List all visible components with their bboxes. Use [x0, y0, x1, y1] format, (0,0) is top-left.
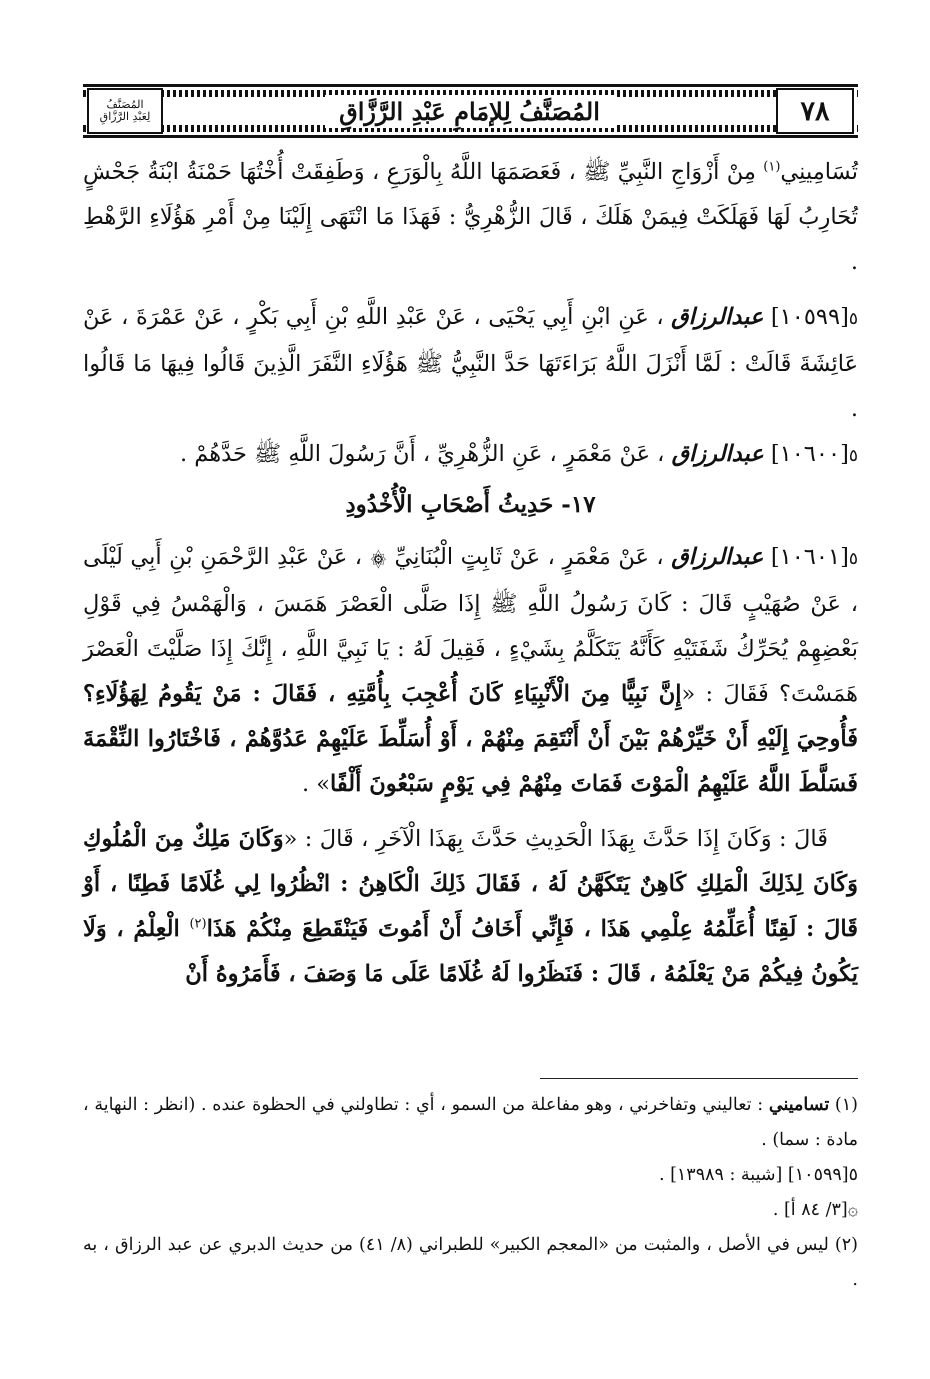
running-title: المُصَنَّفُ لِلإمَامِ عَبْدِ الرَّزَّاقِ	[325, 95, 614, 128]
footnote-source-10599: ٥[١٠٥٩٩] [شيبة : ١٣٩٨٩] .	[658, 1165, 858, 1185]
book-emblem	[87, 88, 163, 134]
paragraph-continuation	[83, 150, 858, 285]
footnote-1	[83, 1088, 858, 1158]
hadith-10600	[83, 432, 858, 479]
page-number: ٧٨	[776, 88, 854, 134]
hadith-text: ، عَنْ مَعْمَرٍ ، عَنْ ثَابِتٍ الْبُنَانِيِّ ۞ ، عَنْ عَبْدِ الرَّحْمَنِ بْنِ أَبِي لَيْلَى ، عَنْ صُهَيْبٍ قَالَ : كَانَ رَسُولُ اللَّهِ ﷺ إِذَا صَلَّى الْعَصْرَ هَمَسَ ، وَالْهَمْسُ فِي قَوْلِ بَعْضِهِمْ يُحَرِّكُ شَفَتَيْهِ كَأَنَّهُ يَتَكَلَّمُ بِشَيْءٍ ، فَقِيلَ لَهُ : يَا نَبِيَّ اللَّهِ ، إِنَّكَ إِذَا صَلَّيْتَ الْعَصْرَ هَمَسْتَ؟ فَقَالَ : «	[83, 544, 858, 707]
prophetic-quote: إِنَّ نَبِيًّا مِنَ الْأَنْبِيَاءِ كَانَ أُعْجِبَ بِأُمَّتِهِ ، فَقَالَ : مَنْ يَقُومُ لِهَؤُلَاءِ؟ فَأُوحِيَ إِلَيْهِ أَنْ خَيِّرْهُمْ بَيْنَ أَنْ أَنْتَقِمَ مِنْهُمْ ، أَوْ أُسَلِّطَ عَلَيْهِمْ عَدُوَّهُمْ ، فَاخْتَارُوا النِّقْمَةَ فَسَلَّطَ اللَّهُ عَلَيْهِمُ الْمَوْتَ فَمَاتَ مِنْهُمْ فِي يَوْمٍ سَبْعُونَ أَلْفًا	[83, 681, 858, 797]
word-tusamini: تُسَامِينِي	[780, 159, 858, 185]
footnote-text: : تعاليني وتفاخرني ، وهو مفاعلة من السمو ، أي : تطاولني في الحظوة عنده . (انظر : النهاية ، مادة : سما) .	[83, 1095, 858, 1150]
paragraph-text: مِنْ أَزْوَاجِ النَّبِيِّ ﷺ ، فَعَصَمَهَا اللَّهُ بِالْوَرَعِ ، وَطَفِقَتْ أُخْتُهَا حَمْنَةُ ابْنَةُ جَحْشٍ تُحَارِبُ لَهَا فَهَلَكَتْ فِيمَنْ هَلَكَ ، قَالَ الزُّهْرِيُّ : فَهَذَا مَا انْتَهَى إِلَيْنَا مِنْ أَمْرِ هَؤُلَاءِ الرَّهْطِ .	[83, 159, 858, 275]
hadith-number: [١٠٦٠١]	[770, 544, 849, 570]
footnote-2: (٢) ليس في الأصل ، والمثبت من «المعجم الكبير» للطبراني (٨/ ٤١) من حديث الدبري عن عبد الرزاق ، به .	[83, 1235, 858, 1290]
emblem-line-1: المُصَنَّفُ	[106, 98, 144, 111]
quote-close: » .	[301, 771, 331, 797]
running-header	[83, 84, 858, 138]
story-intro: قَالَ : وَكَانَ إِذَا حَدَّثَ بِهَذَا الْحَدِيثِ حَدَّثَ بِهَذَا الْآخَرِ ، قَالَ : «	[283, 826, 828, 852]
narrator-name: عبدالرزاق	[671, 441, 764, 467]
footnote-ref-1: (١)	[763, 159, 781, 175]
hadith-mark: ٥	[848, 309, 859, 329]
hadith-number: [١٠٦٠٠]	[770, 441, 849, 467]
hadith-mark: ٥	[848, 549, 858, 569]
story-quote-1: وَكَانَ مَلِكٌ مِنَ الْمُلُوكِ وَكَانَ لِذَلِكَ الْمَلِكِ كَاهِنٌ يَتَكَهَّنُ لَهُ ، فَقَالَ ذَلِكَ الْكَاهِنُ : انْظُرُوا لِي غُلَامًا فَطِنًا ، أَوْ قَالَ : لَقِنًا أُعَلِّمُهُ عِلْمِي هَذَا ، فَإِنِّي أَخَافُ أَنْ أَمُوتَ فَيَنْقَطِعَ مِنْكُمْ هَذَا	[83, 826, 859, 942]
chapter-title: ١٧- حَدِيثُ أَصْحَابِ الْأُخْدُودِ	[345, 491, 596, 518]
story-paragraph	[83, 817, 858, 997]
footnote-number: (١)	[834, 1095, 858, 1115]
main-text	[83, 150, 858, 997]
emblem-line-2: لِعَبْدِ الرَّزَّاقِ	[99, 110, 151, 123]
narrator-name: عبدالرزاق	[671, 544, 764, 570]
footnotes	[83, 1088, 858, 1298]
hadith-number: [١٠٥٩٩]	[770, 304, 849, 330]
hadith-10599	[83, 295, 858, 432]
footnote-manuscript-folio: ۞[٣/ ٨٤ أ] .	[772, 1200, 858, 1220]
footnote-divider	[540, 1078, 858, 1079]
story-quote-2: الْعِلْمُ ، وَلَا يَكُونُ فِيكُمْ مَنْ يَعْلَمُهُ ، قَالَ : فَنَظَرُوا لَهُ غُلَامًا عَلَى مَا وَصَفَ ، فَأَمَرُوهُ أَنْ	[83, 916, 858, 987]
narrator-name: عبدالرزاق	[671, 304, 764, 330]
footnote-term: تساميني	[768, 1095, 830, 1115]
hadith-text: ، عَنْ مَعْمَرٍ ، عَنِ الزُّهْرِيِّ ، أَنَّ رَسُولَ اللَّهِ ﷺ حَدَّهُمْ .	[179, 441, 665, 467]
hadith-10601	[83, 535, 858, 807]
footnote-ref-2: (٢)	[189, 916, 207, 932]
hadith-text: ، عَنِ ابْنِ أَبِي يَحْيَى ، عَنْ عَبْدِ اللَّهِ بْنِ أَبِي بَكْرٍ ، عَنْ عَمْرَةَ ، عَنْ عَائِشَةَ قَالَتْ : لَمَّا أَنْزَلَ اللَّهُ بَرَاءَتَهَا حَدَّ النَّبِيُّ ﷺ هَؤُلَاءِ النَّفَرَ الَّذِينَ قَالُوا فِيهَا مَا قَالُوا .	[83, 304, 858, 422]
hadith-mark: ٥	[848, 446, 858, 466]
